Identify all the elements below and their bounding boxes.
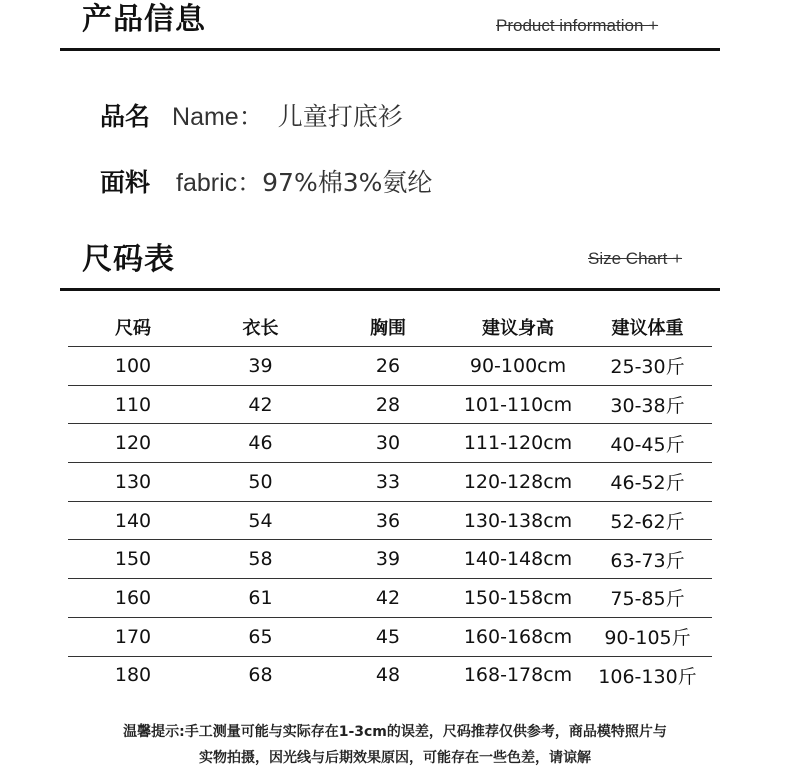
cell-length: 46 bbox=[248, 432, 273, 455]
cell-size: 120 bbox=[114, 432, 152, 455]
table-row bbox=[68, 423, 712, 462]
product-info-subtitle: Product information + bbox=[496, 16, 659, 35]
cell-size: 110 bbox=[114, 393, 152, 416]
fabric-label-en: fabric： bbox=[176, 169, 263, 197]
size-table bbox=[68, 308, 712, 694]
header-height: 建议身高 bbox=[482, 318, 554, 339]
cell-height: 90-100cm bbox=[469, 354, 567, 377]
cell-length: 50 bbox=[248, 470, 273, 493]
cell-weight: 25-30斤 bbox=[610, 356, 685, 379]
product-name-value: 儿童打底衫 bbox=[277, 102, 403, 131]
cell-size: 140 bbox=[114, 509, 152, 532]
cell-height: 101-110cm bbox=[463, 393, 573, 416]
cell-length: 58 bbox=[248, 548, 273, 571]
cell-height: 168-178cm bbox=[463, 664, 573, 687]
cell-length: 54 bbox=[248, 509, 273, 532]
notice-line-1: 温馨提示:手工测量可能与实际存在1-3cm的误差，尺码推荐仅供参考，商品模特照片与 bbox=[123, 724, 667, 740]
cell-size: 130 bbox=[114, 470, 152, 493]
cell-height: 160-168cm bbox=[463, 625, 573, 648]
cell-height: 120-128cm bbox=[463, 470, 573, 493]
cell-chest: 33 bbox=[375, 470, 401, 493]
cell-chest: 45 bbox=[375, 625, 401, 648]
cell-size: 180 bbox=[114, 664, 152, 687]
table-row bbox=[68, 617, 712, 656]
table-row bbox=[68, 578, 712, 617]
header-chest: 胸围 bbox=[370, 318, 406, 339]
cell-weight: 30-38斤 bbox=[610, 395, 685, 418]
table-row bbox=[68, 539, 712, 578]
cell-size: 150 bbox=[114, 548, 152, 571]
cell-weight: 75-85斤 bbox=[610, 588, 685, 611]
fabric-row bbox=[100, 165, 432, 201]
cell-length: 39 bbox=[248, 354, 273, 377]
fabric-label: 面料 bbox=[100, 168, 151, 197]
fabric-value: 97%棉3%氨纶 bbox=[262, 168, 433, 197]
table-row bbox=[68, 385, 712, 424]
cell-chest: 39 bbox=[375, 548, 401, 571]
table-row bbox=[68, 501, 712, 540]
cell-length: 68 bbox=[248, 664, 273, 687]
product-name-label: 品名 bbox=[100, 102, 151, 131]
cell-size: 100 bbox=[114, 354, 152, 377]
product-info-title: 产品信息 bbox=[82, 2, 206, 37]
cell-height: 130-138cm bbox=[463, 509, 573, 532]
size-chart-subtitle: Size Chart + bbox=[588, 249, 683, 268]
cell-height: 111-120cm bbox=[463, 432, 573, 455]
cell-weight: 90-105斤 bbox=[604, 627, 691, 650]
table-row bbox=[68, 346, 712, 385]
product-name-label-en: Name： bbox=[172, 103, 264, 131]
size-chart-divider bbox=[60, 288, 720, 291]
cell-weight: 52-62斤 bbox=[610, 511, 685, 534]
table-row bbox=[68, 462, 712, 501]
cell-weight: 63-73斤 bbox=[610, 549, 685, 572]
cell-weight: 46-52斤 bbox=[610, 472, 685, 495]
cell-length: 65 bbox=[248, 625, 273, 648]
cell-length: 61 bbox=[248, 586, 273, 609]
cell-chest: 42 bbox=[375, 586, 401, 609]
cell-height: 140-148cm bbox=[463, 548, 573, 571]
product-info-divider bbox=[60, 48, 720, 51]
cell-size: 170 bbox=[114, 625, 152, 648]
cell-weight: 40-45斤 bbox=[610, 433, 685, 456]
cell-length: 42 bbox=[248, 393, 273, 416]
cell-chest: 28 bbox=[375, 393, 401, 416]
cell-weight: 106-130斤 bbox=[598, 665, 697, 688]
notice-line-2: 实物拍摄，因光线与后期效果原因，可能存在一些色差，请谅解 bbox=[199, 750, 591, 766]
header-size: 尺码 bbox=[115, 318, 151, 339]
cell-height: 150-158cm bbox=[463, 586, 573, 609]
cell-chest: 36 bbox=[375, 509, 401, 532]
header-weight: 建议体重 bbox=[611, 318, 684, 339]
header-length: 衣长 bbox=[242, 318, 279, 339]
table-row bbox=[68, 656, 712, 695]
size-table-body bbox=[68, 346, 712, 694]
size-table-header bbox=[68, 308, 712, 346]
cell-chest: 48 bbox=[375, 664, 401, 687]
size-chart-title: 尺码表 bbox=[82, 242, 175, 277]
cell-chest: 26 bbox=[375, 354, 401, 377]
product-name-row bbox=[100, 99, 403, 135]
cell-size: 160 bbox=[114, 586, 152, 609]
cell-chest: 30 bbox=[375, 432, 401, 455]
